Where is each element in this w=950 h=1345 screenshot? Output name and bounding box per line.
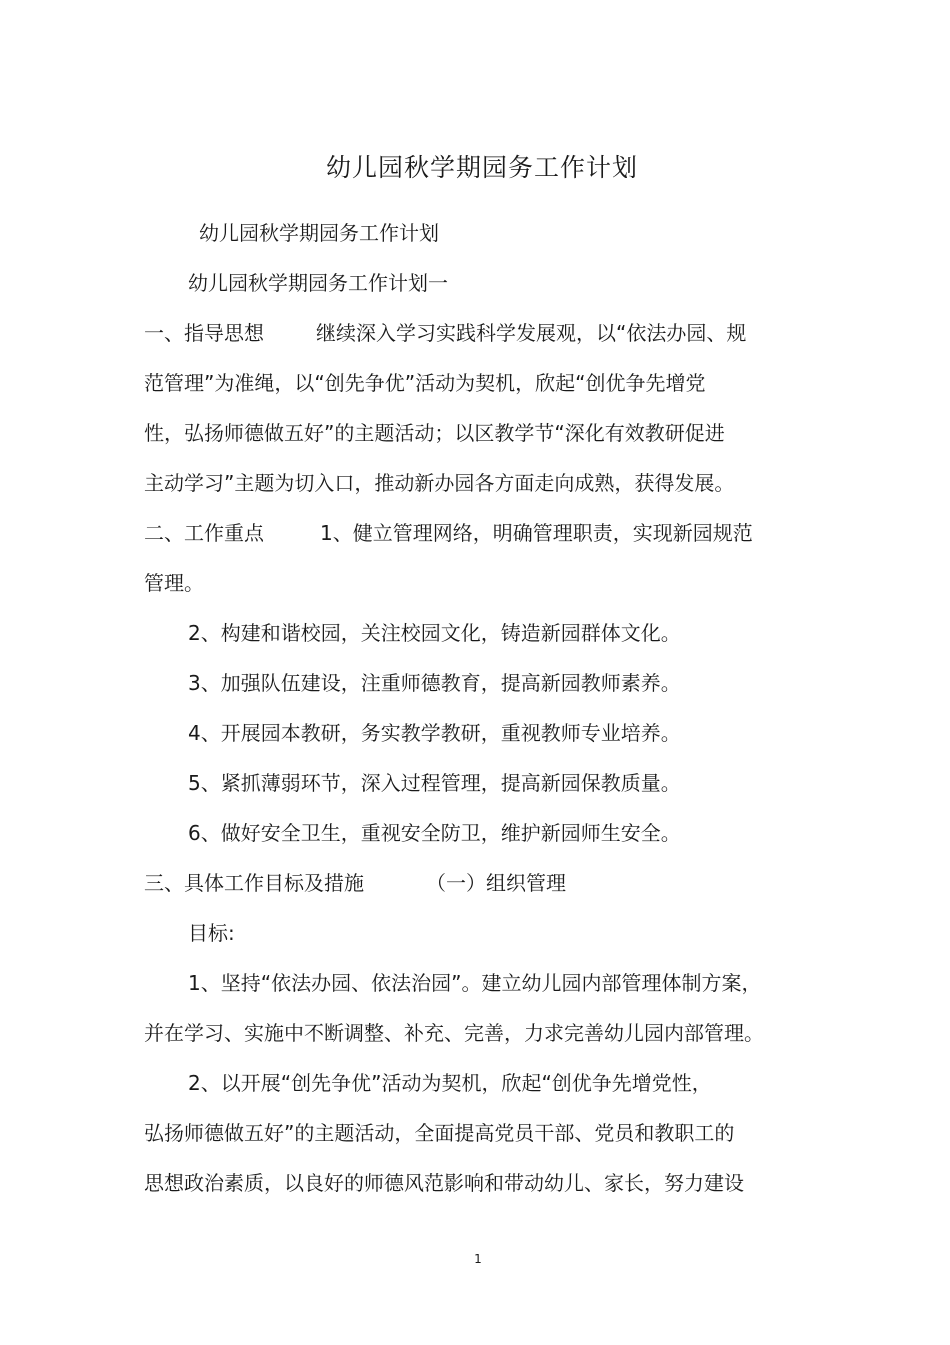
section1-heading: 一、指导思想 xyxy=(144,321,264,345)
section1-line1-row xyxy=(144,319,746,347)
goal2-line-b: 弘扬师德做五好”的主题活动，全面提高党员干部、党员和教职工的 xyxy=(144,1121,735,1145)
section2-item3: 3、加强队伍建设，注重师德教育，提高新园教师素养。 xyxy=(188,671,681,695)
goal1-line-b: 并在学习、实施中不断调整、补充、完善，力求完善幼儿园内部管理。 xyxy=(144,1021,764,1045)
section2-item1-b: 管理。 xyxy=(144,571,204,595)
section2-line1-row xyxy=(144,519,753,547)
section2-item5: 5、紧抓薄弱环节，深入过程管理，提高新园保教质量。 xyxy=(188,771,681,795)
goal1-line-a: 1、坚持“依法办园、依法治园”。建立幼儿园内部管理体制方案， xyxy=(188,971,762,995)
section2-item1-a: 1、健立管理网络，明确管理职责，实现新园规范 xyxy=(320,521,753,545)
section3-line1-row xyxy=(144,869,566,897)
plan-heading: 幼儿园秋学期园务工作计划一 xyxy=(188,271,448,295)
section1-line4: 主动学习”主题为切入口，推动新办园各方面走向成熟，获得发展。 xyxy=(144,471,735,495)
section2-item2: 2、构建和谐校园，关注校园文化，铸造新园群体文化。 xyxy=(188,621,681,645)
goal2-line-c: 思想政治素质，以良好的师德风范影响和带动幼儿、家长，努力建设 xyxy=(144,1171,744,1195)
section3-sub-heading: （一）组织管理 xyxy=(426,871,566,895)
section3-heading: 三、具体工作目标及措施 xyxy=(144,871,364,895)
section2-item4: 4、开展园本教研，务实教学教研，重视教师专业培养。 xyxy=(188,721,681,745)
goal-label: 目标: xyxy=(188,921,235,945)
section2-heading: 二、工作重点 xyxy=(144,521,264,545)
document-subtitle: 幼儿园秋学期园务工作计划 xyxy=(199,221,439,245)
section1-line3: 性，弘扬师德做五好”的主题活动；以区教学节“深化有效教研促进 xyxy=(144,421,725,445)
section2-item6: 6、做好安全卫生，重视安全防卫，维护新园师生安全。 xyxy=(188,821,681,845)
goal2-line-a: 2、以开展“创先争优”活动为契机，欣起“创优争先增党性， xyxy=(188,1071,712,1095)
section1-line2: 范管理”为准绳，以“创先争优”活动为契机，欣起“创优争先增党 xyxy=(144,371,706,395)
document-title: 幼儿园秋学期园务工作计划 xyxy=(325,153,638,182)
section1-line1: 继续深入学习实践科学发展观，以“依法办园、规 xyxy=(316,321,747,345)
page-number: 1 xyxy=(474,1252,482,1266)
